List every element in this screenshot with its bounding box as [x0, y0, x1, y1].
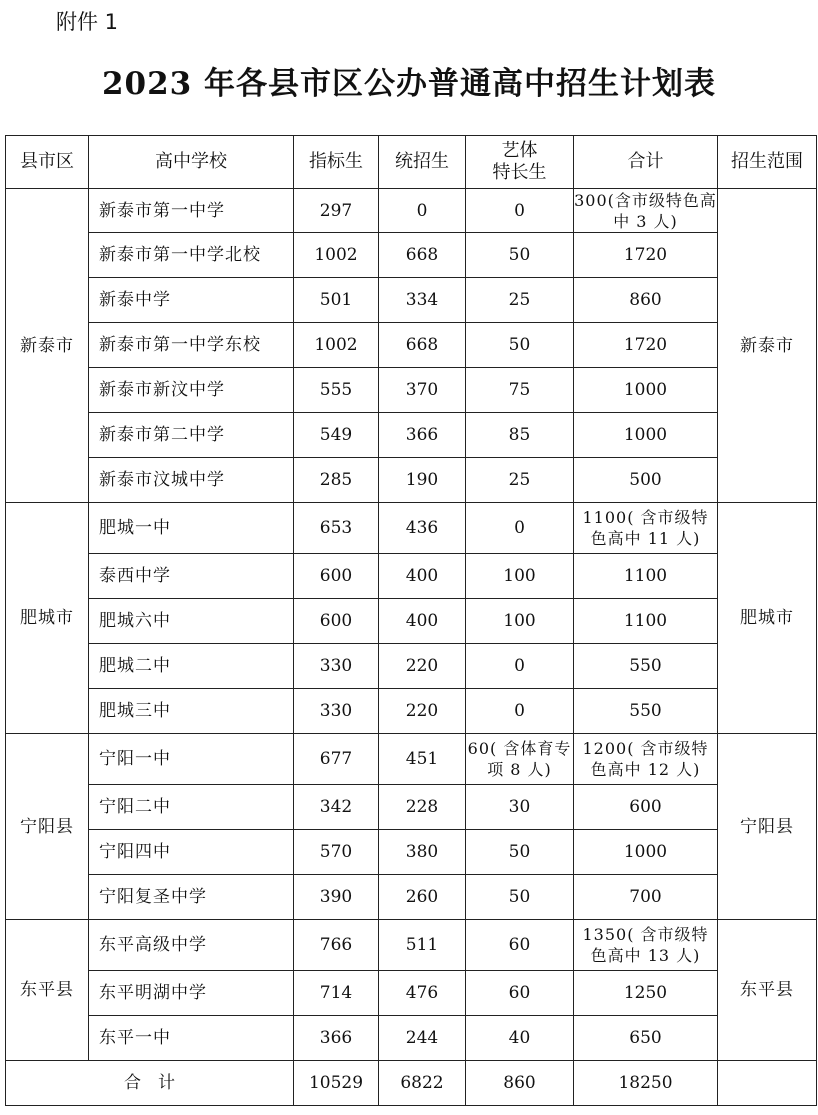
general-value: 380 — [379, 830, 466, 875]
school-name: 宁阳复圣中学 — [89, 875, 294, 920]
general-value: 220 — [379, 644, 466, 689]
school-name: 新泰市第一中学北校 — [89, 233, 294, 278]
quota-value: 1002 — [294, 323, 379, 368]
total-value: 300(含市级特色高中 3 人) — [574, 190, 717, 231]
quota-value: 297 — [294, 189, 379, 233]
general-value: 668 — [379, 323, 466, 368]
total-value: 1000 — [574, 830, 718, 875]
quota-value: 570 — [294, 830, 379, 875]
total-value: 1250 — [574, 971, 718, 1016]
quota-value: 1002 — [294, 233, 379, 278]
quota-value: 653 — [294, 503, 379, 554]
quota-value: 390 — [294, 875, 379, 920]
general-value: 366 — [379, 413, 466, 458]
school-name: 宁阳一中 — [89, 734, 294, 785]
school-name: 新泰市汶城中学 — [89, 458, 294, 503]
quota-value: 600 — [294, 599, 379, 644]
table-row — [6, 503, 817, 554]
quota-value: 366 — [294, 1016, 379, 1061]
table-row — [6, 971, 817, 1016]
header-row — [6, 136, 817, 189]
arts-value: 25 — [466, 278, 574, 323]
total-value: 1200( 含市级特色高中 12 人) — [574, 734, 718, 785]
county-cell: 肥城市 — [6, 503, 89, 734]
general-value: 668 — [379, 233, 466, 278]
arts-value: 40 — [466, 1016, 574, 1061]
arts-value: 0 — [466, 503, 574, 554]
summary-total: 18250 — [574, 1061, 718, 1106]
scope-cell: 宁阳县 — [718, 734, 817, 920]
quota-value: 766 — [294, 920, 379, 971]
table-row — [6, 875, 817, 920]
general-value: 400 — [379, 554, 466, 599]
arts-value: 60( 含体育专项 8 人) — [466, 734, 574, 785]
quota-value: 330 — [294, 689, 379, 734]
table-row — [6, 599, 817, 644]
arts-value: 50 — [466, 875, 574, 920]
arts-value: 75 — [466, 368, 574, 413]
total-value: 550 — [574, 644, 718, 689]
quota-value: 677 — [294, 734, 379, 785]
general-value: 244 — [379, 1016, 466, 1061]
summary-quota: 10529 — [294, 1061, 379, 1106]
school-name: 新泰市第一中学 — [89, 189, 294, 233]
quota-value: 342 — [294, 785, 379, 830]
school-name: 泰西中学 — [89, 554, 294, 599]
total-value: 700 — [574, 875, 718, 920]
table-row — [6, 189, 817, 233]
school-name: 新泰市第一中学东校 — [89, 323, 294, 368]
enrollment-plan-table — [5, 135, 817, 1106]
general-value: 190 — [379, 458, 466, 503]
school-name: 肥城一中 — [89, 503, 294, 554]
summary-row — [6, 1061, 817, 1106]
general-value: 260 — [379, 875, 466, 920]
school-name: 新泰中学 — [89, 278, 294, 323]
header-county: 县市区 — [6, 136, 89, 189]
school-name: 肥城六中 — [89, 599, 294, 644]
table-row — [6, 278, 817, 323]
total-value: 1000 — [574, 368, 718, 413]
scope-cell: 肥城市 — [718, 503, 817, 734]
quota-value: 714 — [294, 971, 379, 1016]
scope-cell: 东平县 — [718, 920, 817, 1061]
table-row — [6, 689, 817, 734]
header-scope: 招生范围 — [718, 136, 817, 189]
arts-value: 60 — [466, 971, 574, 1016]
general-value: 220 — [379, 689, 466, 734]
summary-scope-empty — [718, 1061, 817, 1106]
school-name: 新泰市新汶中学 — [89, 368, 294, 413]
county-cell: 新泰市 — [6, 189, 89, 503]
total-value: 650 — [574, 1016, 718, 1061]
header-school: 高中学校 — [89, 136, 294, 189]
school-name: 东平一中 — [89, 1016, 294, 1061]
table-row — [6, 734, 817, 785]
page-title: 2023 年各县市区公办普通高中招生计划表 — [101, 66, 717, 102]
arts-value: 50 — [466, 830, 574, 875]
table-row — [6, 323, 817, 368]
total-value: 1000 — [574, 413, 718, 458]
total-value: 1100 — [574, 554, 718, 599]
summary-arts: 860 — [466, 1061, 574, 1106]
table-row — [6, 920, 817, 971]
table-row — [6, 644, 817, 689]
school-name: 东平明湖中学 — [89, 971, 294, 1016]
table-row — [6, 830, 817, 875]
arts-value: 0 — [466, 689, 574, 734]
school-name: 宁阳二中 — [89, 785, 294, 830]
summary-general: 6822 — [379, 1061, 466, 1106]
total-value: 860 — [574, 278, 718, 323]
county-cell: 宁阳县 — [6, 734, 89, 920]
summary-label: 合 计 — [6, 1061, 294, 1106]
total-value: 1100( 含市级特色高中 11 人) — [574, 503, 718, 554]
table-row — [6, 233, 817, 278]
general-value: 511 — [379, 920, 466, 971]
quota-value: 330 — [294, 644, 379, 689]
general-value: 228 — [379, 785, 466, 830]
quota-value: 600 — [294, 554, 379, 599]
quota-value: 285 — [294, 458, 379, 503]
school-name: 东平高级中学 — [89, 920, 294, 971]
total-value: 1350( 含市级特色高中 13 人) — [574, 920, 718, 971]
table-row — [6, 554, 817, 599]
general-value: 476 — [379, 971, 466, 1016]
arts-value: 100 — [466, 599, 574, 644]
school-name: 肥城二中 — [89, 644, 294, 689]
header-arts: 艺体 特长生 — [466, 136, 574, 189]
arts-value: 60 — [466, 920, 574, 971]
table-row — [6, 1016, 817, 1061]
county-cell: 东平县 — [6, 920, 89, 1061]
total-value: 500 — [574, 458, 718, 503]
general-value: 0 — [379, 189, 466, 233]
attachment-label: 附件 1 — [56, 10, 119, 34]
school-name: 宁阳四中 — [89, 830, 294, 875]
general-value: 334 — [379, 278, 466, 323]
arts-value: 85 — [466, 413, 574, 458]
arts-value: 30 — [466, 785, 574, 830]
school-name: 肥城三中 — [89, 689, 294, 734]
arts-value: 100 — [466, 554, 574, 599]
general-value: 451 — [379, 734, 466, 785]
quota-value: 501 — [294, 278, 379, 323]
table-row — [6, 785, 817, 830]
arts-value: 0 — [466, 644, 574, 689]
general-value: 400 — [379, 599, 466, 644]
total-value: 1100 — [574, 599, 718, 644]
table-row — [6, 413, 817, 458]
total-value: 550 — [574, 689, 718, 734]
arts-value: 0 — [466, 189, 574, 233]
total-value: 1720 — [574, 323, 718, 368]
scope-cell: 新泰市 — [718, 189, 817, 503]
arts-value: 25 — [466, 458, 574, 503]
table-row — [6, 368, 817, 413]
general-value: 436 — [379, 503, 466, 554]
header-total: 合计 — [574, 136, 718, 189]
quota-value: 555 — [294, 368, 379, 413]
header-general: 统招生 — [379, 136, 466, 189]
header-quota: 指标生 — [294, 136, 379, 189]
arts-value: 50 — [466, 323, 574, 368]
general-value: 370 — [379, 368, 466, 413]
quota-value: 549 — [294, 413, 379, 458]
school-name: 新泰市第二中学 — [89, 413, 294, 458]
arts-value: 50 — [466, 233, 574, 278]
total-value: 1720 — [574, 233, 718, 278]
table-row — [6, 458, 817, 503]
total-value: 600 — [574, 785, 718, 830]
